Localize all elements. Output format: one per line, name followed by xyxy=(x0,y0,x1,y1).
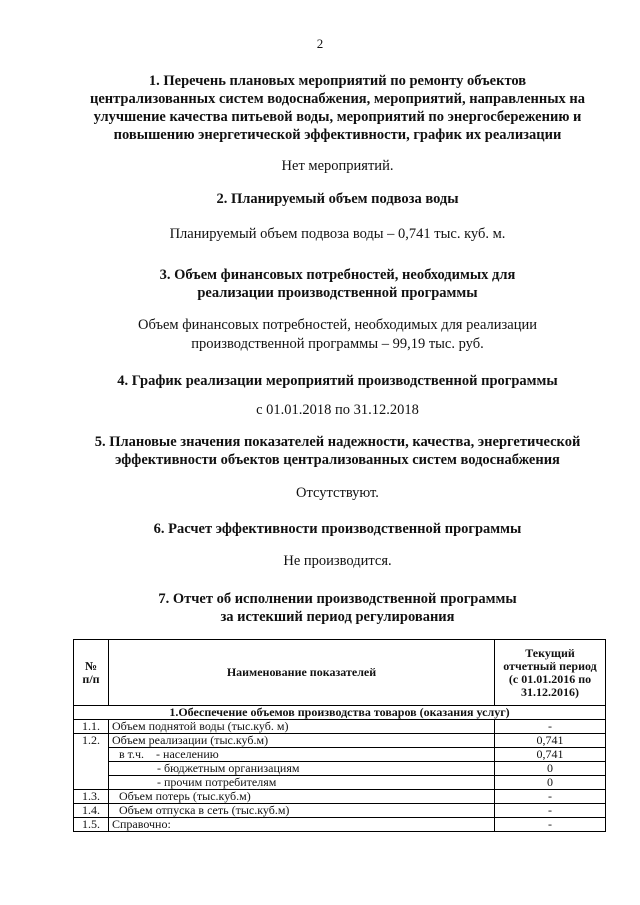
table-row xyxy=(74,762,606,776)
row-name: Объем поднятой воды (тыс.куб. м) xyxy=(109,720,495,734)
table-header-row xyxy=(74,640,606,706)
section-3-title: 3. Объем финансовых потребностей, необходимых для реализации производственной программы xyxy=(159,267,516,301)
section-2-title: 2. Планируемый объем подвоза воды xyxy=(216,191,459,207)
section-7-title: 7. Отчет об исполнении производственной программы за истекший период регулирования xyxy=(158,591,517,625)
report-table xyxy=(73,639,606,832)
section-5-body: Отсутствуют. xyxy=(296,485,379,501)
table-row xyxy=(74,720,606,734)
section-4-body: с 01.01.2018 по 31.12.2018 xyxy=(256,402,419,418)
row-name: - бюджетным организациям xyxy=(109,762,495,776)
row-value: - xyxy=(495,790,606,804)
row-num: 1.4. xyxy=(74,804,109,818)
section-2-body: Планируемый объем подвоза воды – 0,741 тыс. куб. м. xyxy=(169,226,506,242)
table-row xyxy=(74,776,606,790)
row-name: Объем отпуска в сеть (тыс.куб.м) xyxy=(109,804,495,818)
row-name: Объем потерь (тыс.куб.м) xyxy=(109,790,495,804)
row-name: Справочно: xyxy=(109,818,495,832)
row-num: 1.2. xyxy=(74,734,109,790)
row-value: 0,741 xyxy=(495,734,606,748)
header-num: № п/п xyxy=(74,640,109,706)
row-value: 0,741 xyxy=(495,748,606,762)
section-5-title: 5. Плановые значения показателей надежности, качества, энергетической эффективности объектов централизованных систем водоснабжения xyxy=(94,434,581,468)
row-num: 1.3. xyxy=(74,790,109,804)
table-row xyxy=(74,804,606,818)
page-number: 2 xyxy=(316,36,324,51)
row-num: 1.1. xyxy=(74,720,109,734)
row-name: в т.ч. - населению xyxy=(109,748,495,762)
section-1-title: 1. Перечень плановых мероприятий по ремонту объектов централизованных систем водоснабжения, мероприятий, направленных на улучшение качества питьевой воды, мероприятий по энергосбережению и повышению энергетической эффективности, график их реализации xyxy=(89,73,586,143)
row-num: 1.5. xyxy=(74,818,109,832)
table-row xyxy=(74,748,606,762)
row-name: - прочим потребителям xyxy=(109,776,495,790)
row-name: Объем реализации (тыс.куб.м) xyxy=(109,734,495,748)
section-6-title: 6. Расчет эффективности производственной программы xyxy=(153,521,522,537)
section-row-label: 1.Обеспечение объемов производства товаров (оказания услуг) xyxy=(74,706,606,720)
table-row xyxy=(74,790,606,804)
header-name: Наименование показателей xyxy=(109,640,495,706)
table-row xyxy=(74,734,606,748)
row-value: - xyxy=(495,818,606,832)
row-value: - xyxy=(495,804,606,818)
header-value: Текущий отчетный период (с 01.01.2016 по 31.12.2016) xyxy=(495,640,606,706)
row-value: - xyxy=(495,720,606,734)
section-6-body: Не производится. xyxy=(283,553,392,569)
row-value: 0 xyxy=(495,762,606,776)
section-4-title: 4. График реализации мероприятий производственной программы xyxy=(117,373,558,389)
section-1-body: Нет мероприятий. xyxy=(281,158,394,174)
section-3-body: Объем финансовых потребностей, необходимых для реализации производственной программы – 99,19 тыс. руб. xyxy=(138,317,537,352)
row-value: 0 xyxy=(495,776,606,790)
table-row xyxy=(74,818,606,832)
table-section-row xyxy=(74,706,606,720)
